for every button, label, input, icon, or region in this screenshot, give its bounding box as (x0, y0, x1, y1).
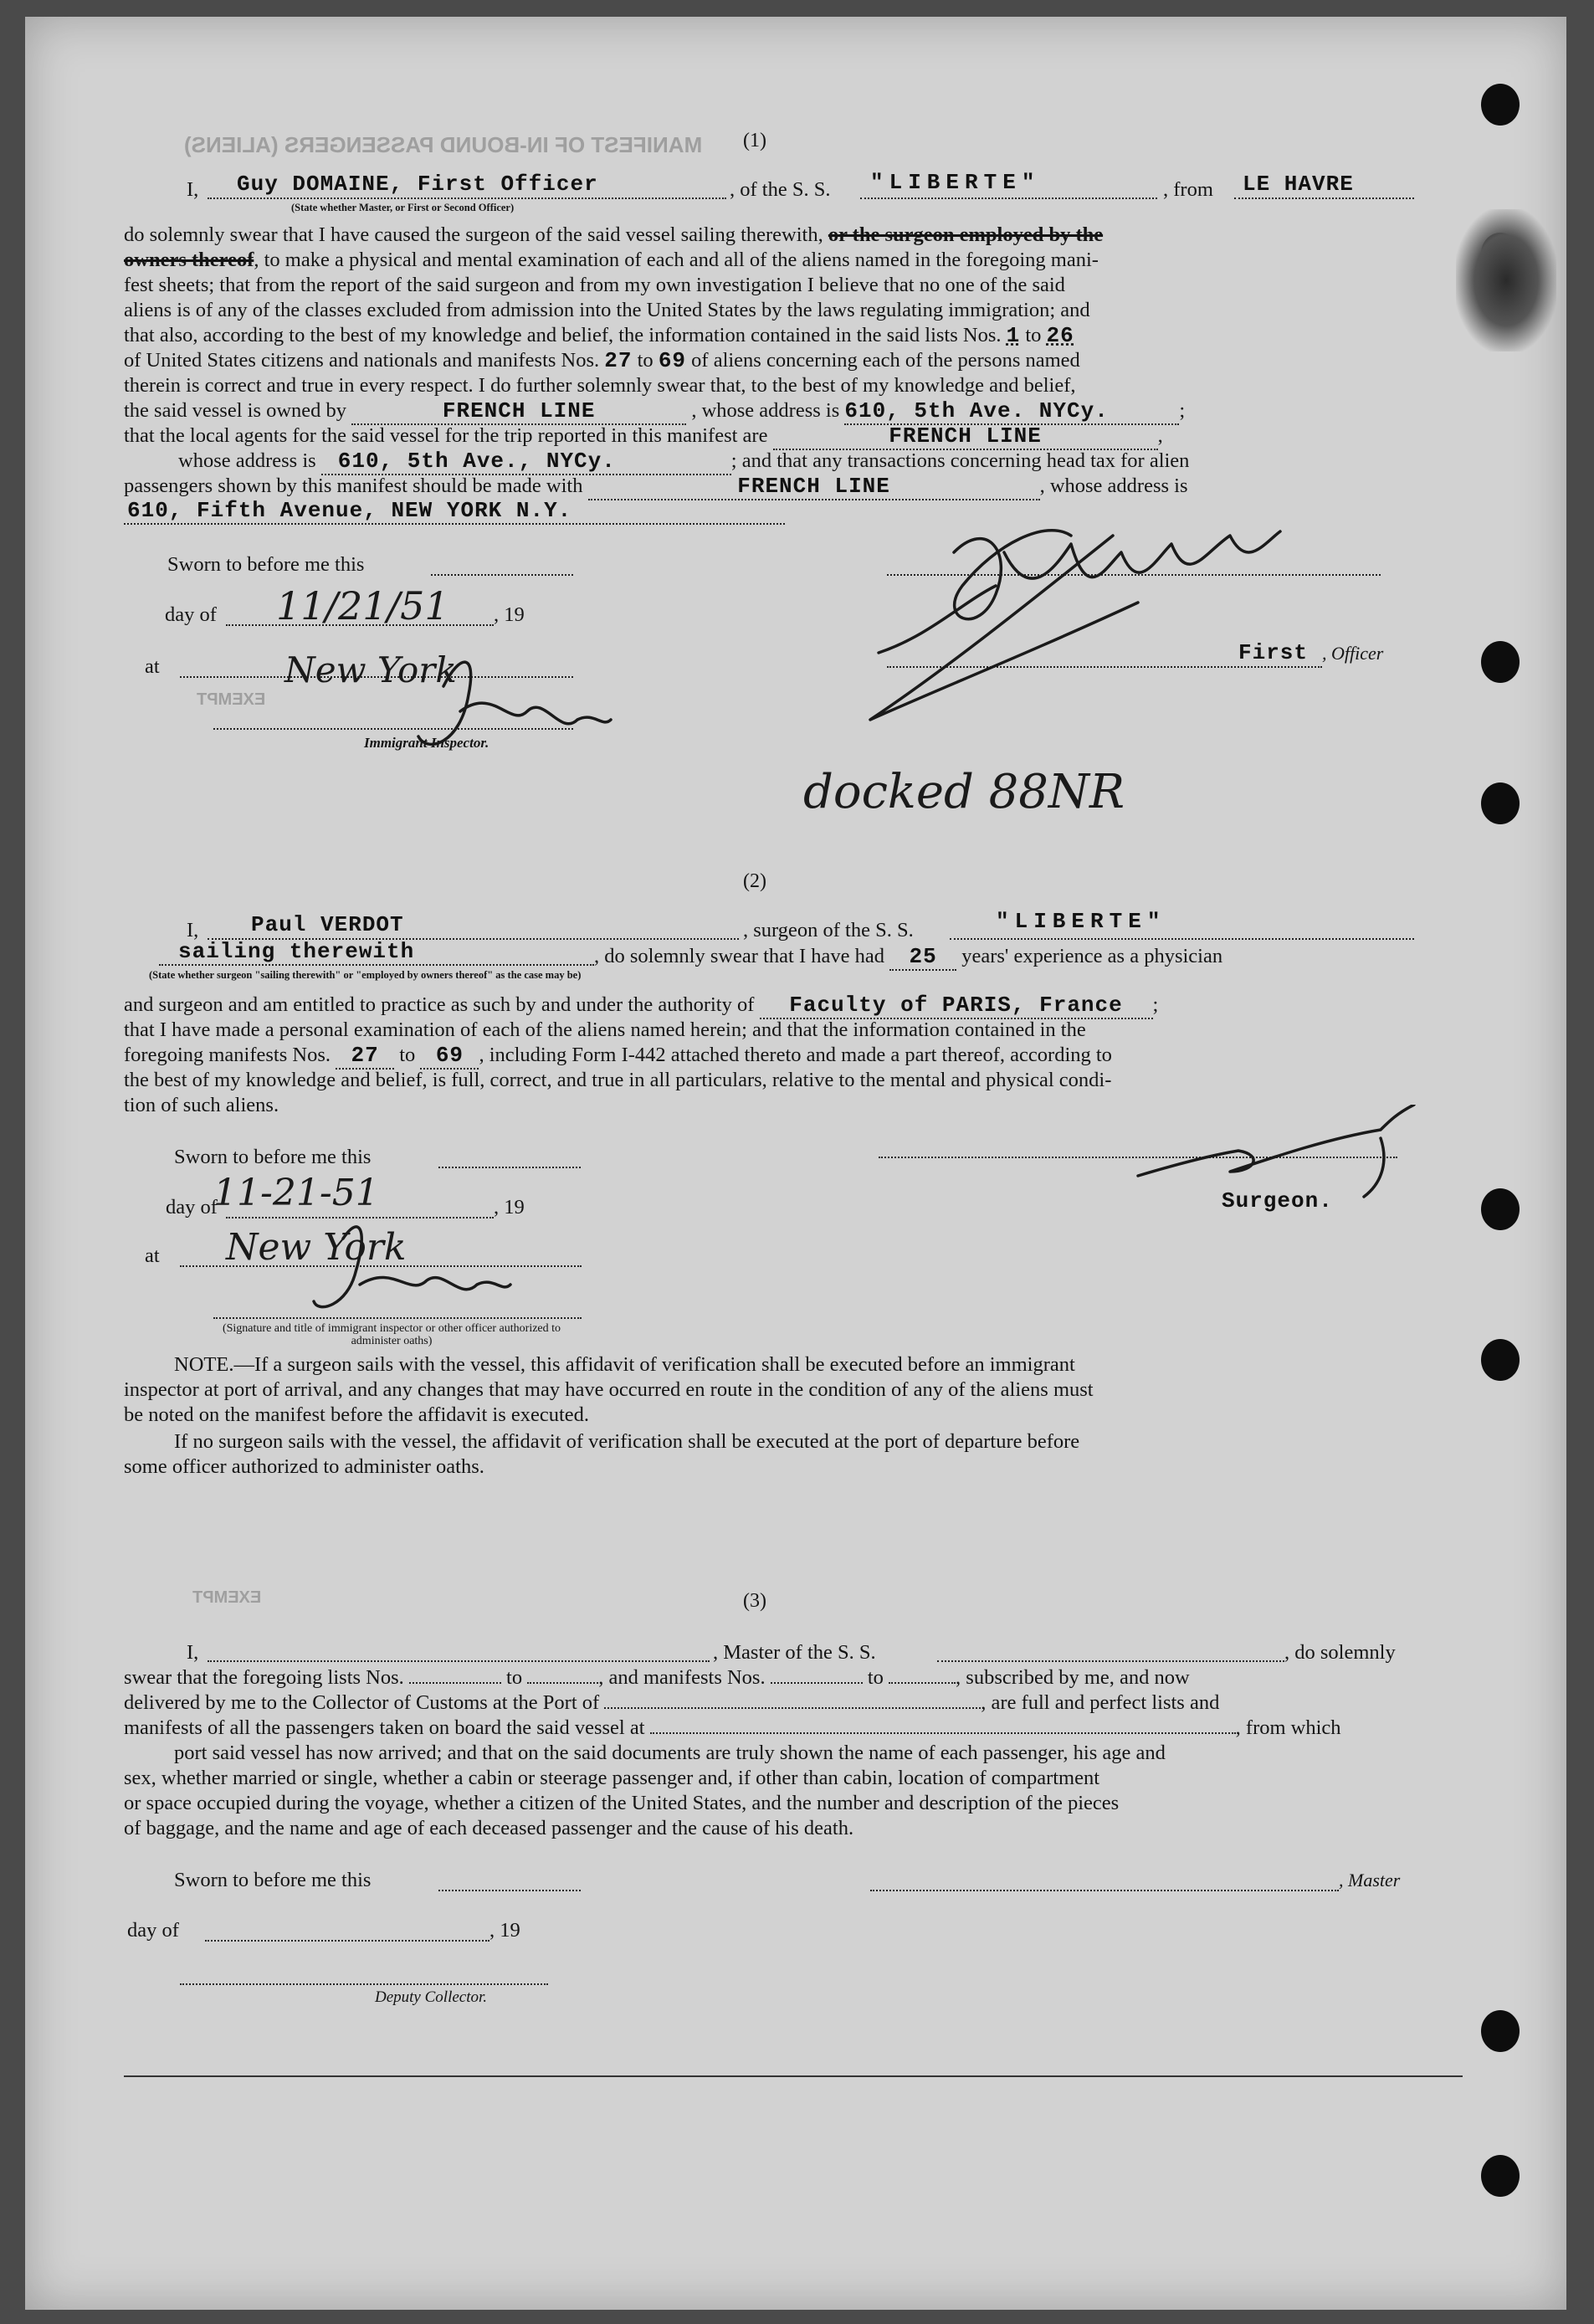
a2-surgeon-label: Surgeon. (1222, 1188, 1333, 1213)
bottom-rule (124, 2075, 1463, 2077)
a1-agent-address: 610, 5th Ave., NYCy. (321, 449, 731, 475)
a2-authority: Faculty of PARIS, France (760, 993, 1153, 1019)
a3-master-label: , Master (1339, 1870, 1401, 1890)
a1-lists-to: 26 (1046, 323, 1074, 348)
a2-sailing-hint: (State whether surgeon "sailing therewith" or "employed by owners thereof" as the case may be) (149, 969, 582, 981)
a3-i: I, (187, 1641, 199, 1664)
a2-line-3: that I have made a personal examination of each of the aliens named herein; and that the information contained in the (124, 1018, 1086, 1041)
a1-line-9: that the local agents for the said vessel for the trip reported in this manifest are FRENCH LINE , (124, 423, 1163, 449)
a1-place-hw: New York (284, 649, 457, 690)
a3-line-7: or space occupied during the voyage, whether a citizen of the United States, and the number and description of the pieces (124, 1792, 1120, 1814)
a2-line-4: foregoing manifests Nos. 27 to 69 , including Form I-442 attached thereto and made a part thereof, according to (124, 1043, 1112, 1068)
note-line-1: NOTE.—If a surgeon sails with the vessel, this affidavit of verification shall be executed before an immigrant (174, 1353, 1075, 1376)
a2-surgeon-name: Paul VERDOT (251, 912, 404, 937)
a1-docked-hw: docked 88NR (803, 765, 1125, 819)
surgeon-signature (1138, 1105, 1414, 1197)
a1-line-2: owners thereof, to make a physical and mental examination of each and all of the aliens named in the foregoing mani- (124, 249, 1099, 271)
officer-signature (870, 531, 1280, 720)
a2-nineteen: , 19 (494, 1196, 525, 1218)
a3-line-5: port said vessel has now arrived; and that on the said documents are truly shown the name of each passenger, his age and (174, 1742, 1166, 1764)
a1-sworn: Sworn to before me this (167, 553, 365, 576)
bleed-through-exempt-1: EXEMPT (197, 690, 266, 709)
a3-collector-label: Deputy Collector. (375, 1988, 488, 2006)
a3-sworn-line (438, 1890, 581, 1891)
a2-sig-label: (Signature and title of immigrant inspector or other officer authorized to administer oaths) (222, 1322, 561, 1347)
a2-years: 25 (889, 944, 956, 971)
bleed-through-title: MANIFEST OF IN-BOUND PASSENGERS (ALIENS) (184, 132, 703, 157)
note-line-4: If no surgeon sails with the vessel, the affidavit of verification shall be executed at the port of departure before (174, 1430, 1080, 1453)
a3-nineteen: , 19 (489, 1919, 520, 1942)
a1-owner-address: 610, 5th Ave. NYCy. (844, 398, 1179, 425)
a2-i: I, (187, 919, 199, 941)
a1-rank: First (1238, 640, 1309, 665)
section-3-heading: (3) (743, 1590, 766, 1612)
a1-date-hw: 11/21/51 (276, 583, 449, 628)
a1-line-3: fest sheets; that from the report of the said surgeon and from my own investigation I believe that no one of the said (124, 274, 1065, 296)
a1-line-11: passengers shown by this manifest should be made with FRENCH LINE , whose address is (124, 474, 1188, 499)
a2-at: at (145, 1244, 160, 1267)
a2-ship-line (950, 938, 1414, 940)
a1-tax-agent: FRENCH LINE (588, 474, 1040, 500)
a2-line-5: the best of my knowledge and belief, is full, correct, and true in all particulars, relative to the mental and physical condi- (124, 1069, 1112, 1091)
a1-day-of: day of (165, 603, 217, 626)
a1-ship-name: "LIBERTE" (870, 170, 1041, 195)
a1-officer-name: Guy DOMAINE, First Officer (237, 172, 598, 197)
a1-manifests-to: 69 (658, 348, 687, 373)
a1-line-5: that also, according to the best of my knowledge and belief, the information contained in the said lists Nos. 1 to 26 (124, 323, 1074, 348)
a3-master-of: , Master of the S. S. (713, 1641, 876, 1664)
a3-line-2: swear that the foregoing lists Nos. to , and manifests Nos. to , subscribed by me, and now (124, 1666, 1190, 1689)
a3-day-of: day of (127, 1919, 179, 1942)
a1-struck-text-2: owners thereof (124, 249, 254, 271)
a3-master-line (870, 1890, 1339, 1891)
punch-hole-7 (1481, 2010, 1520, 2052)
a1-of-ss: , of the S. S. (730, 178, 831, 201)
section-2-heading: (2) (743, 870, 766, 892)
a3-sworn: Sworn to before me this (174, 1869, 372, 1891)
a2-handwriting (25, 1105, 1566, 1356)
a3-solemnly: , do solemnly (1284, 1641, 1396, 1664)
a1-owner: FRENCH LINE (351, 398, 686, 425)
a2-place-hw: New York (226, 1226, 407, 1269)
section-1-heading: (1) (743, 130, 766, 151)
a1-inspector-label: Immigrant Inspector. (364, 735, 489, 751)
a2-line-6: tion of such aliens. (124, 1094, 279, 1116)
note-line-5: some officer authorized to administer oaths. (124, 1455, 484, 1478)
a1-line-8: the said vessel is owned by FRENCH LINE , whose address is 610, 5th Ave. NYCy. ; (124, 398, 1186, 423)
a1-manifests-from: 27 (604, 348, 633, 373)
a1-handwriting (25, 17, 1566, 854)
punch-hole-8 (1481, 2155, 1520, 2197)
a2-date-hw: 11-21-51 (213, 1172, 379, 1214)
a2-manifests-to: 69 (420, 1043, 479, 1070)
a2-surgeon-of: , surgeon of the S. S. (743, 919, 914, 941)
a3-line-6: sex, whether married or single, whether a cabin or steerage passenger and, if other than cabin, location of compartment (124, 1767, 1100, 1789)
a1-line-4: aliens is of any of the classes excluded from admission into the United States by the laws regulating immigration; and (124, 299, 1090, 321)
a1-line-1: do solemnly swear that I have caused the surgeon of the said vessel sailing therewith, or the surgeon employed by the (124, 223, 1104, 246)
a1-agent: FRENCH LINE (773, 423, 1158, 450)
a1-port: LE HAVRE (1243, 172, 1354, 197)
a1-line-7: therein is correct and true in every respect. I do further solemnly swear that, to the best of my knowledge and belief, (124, 374, 1076, 397)
manifest-page (25, 17, 1566, 2310)
a1-tax-address: 610, Fifth Avenue, NEW YORK N.Y. (127, 498, 572, 523)
a3-line-8: of baggage, and the name and age of each deceased passenger and the cause of his death. (124, 1817, 854, 1839)
a1-nineteen: , 19 (494, 603, 525, 626)
a1-lists-from: 1 (1006, 323, 1021, 348)
a3-line-4: manifests of all the passengers taken on board the said vessel at , from which (124, 1716, 1341, 1739)
a1-line-10: whose address is 610, 5th Ave., NYCy. ; and that any transactions concerning head tax for alien (178, 449, 1190, 474)
note-line-2: inspector at port of arrival, and any changes that may have occurred en route in the condition of any of the aliens must (124, 1378, 1094, 1401)
a3-line-3: delivered by me to the Collector of Customs at the Port of , are full and perfect lists and (124, 1691, 1220, 1714)
a1-i: I, (187, 178, 199, 201)
a1-at: at (145, 655, 160, 678)
a1-officer-label: , Officer (1322, 643, 1384, 664)
a2-manifests-from: 27 (336, 1043, 394, 1070)
a3-name-line (208, 1660, 710, 1662)
a1-from: , from (1163, 178, 1213, 201)
note-line-3: be noted on the manifest before the affidavit is executed. (124, 1403, 590, 1426)
bleed-through-exempt-2: EXEMPT (192, 1588, 262, 1607)
a2-sworn: Sworn to before me this (174, 1146, 372, 1168)
a3-collector-line (180, 1983, 548, 1985)
a2-day-of: day of (166, 1196, 218, 1218)
a1-struck-text-1: or the surgeon employed by the (828, 223, 1104, 246)
a1-line-6: of United States citizens and nationals and manifests Nos. 27 to 69 of aliens concerning each of the persons named (124, 348, 1080, 373)
a2-sailing: sailing therewith (178, 939, 415, 964)
a2-sailing-line (159, 964, 594, 966)
a3-day-line (205, 1940, 489, 1942)
a2-swear-line: , do solemnly swear that I have had 25 years' experience as a physician (594, 944, 1223, 969)
a2-line-2: and surgeon and am entitled to practice as such by and under the authority of Faculty of PARIS, France ; (124, 993, 1159, 1018)
a1-officer-hint: (State whether Master, or First or Second Officer) (291, 202, 515, 213)
a2-ship-name: "LIBERTE" (996, 909, 1166, 934)
a3-ship-line (937, 1660, 1284, 1662)
